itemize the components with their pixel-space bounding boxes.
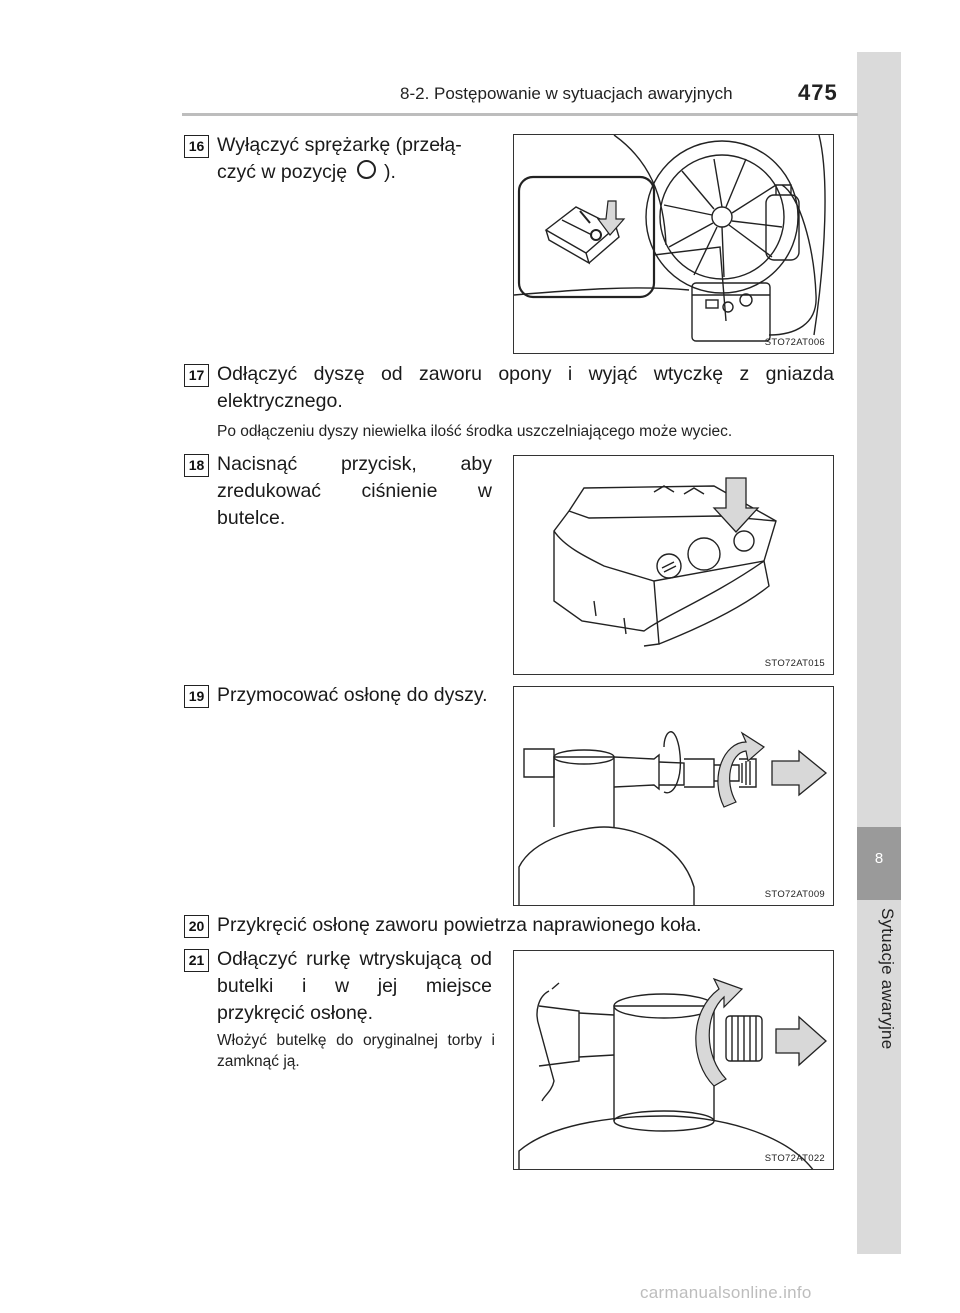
figure-screw-valve-cap xyxy=(513,950,834,1170)
step-16-text-line2: czyć w pozycję ). xyxy=(217,161,396,183)
figure-code: STO72AT006 xyxy=(764,337,825,348)
figure-code: STO72AT009 xyxy=(764,889,825,900)
step-18-badge: 18 xyxy=(184,454,209,477)
step-16-badge: 16 xyxy=(184,135,209,158)
section-title: 8-2. Postępowanie w sytuacjach awaryjnych xyxy=(400,84,733,103)
valve-cap-illustration xyxy=(514,951,834,1170)
figure-code: STO72AT015 xyxy=(764,658,825,669)
page-number: 475 xyxy=(798,80,838,105)
chapter-number: 8 xyxy=(874,850,884,867)
step-18-text: Nacisnąć przycisk, aby zredukować ciśnienie w butelce. xyxy=(217,453,492,529)
step-21-text: Odłączyć rurkę wtryskującą od butelki i w jej miejsce przykręcić osłonę. xyxy=(217,948,492,1024)
step-17-text: Odłączyć dyszę od zaworu opony i wyjąć wtyczkę z gniazda elektrycznego. xyxy=(217,363,834,412)
off-position-circle-icon xyxy=(357,160,376,179)
step-20-text: Przykręcić osłonę zaworu powietrza naprawionego koła. xyxy=(217,914,702,936)
step-17-badge: 17 xyxy=(184,364,209,387)
step-21-badge: 21 xyxy=(184,949,209,972)
chapter-sidebar xyxy=(857,52,901,1254)
figure-code: STO72AT022 xyxy=(764,1153,825,1164)
figure-attach-nozzle-cap xyxy=(513,686,834,906)
watermark: carmanualsonline.info xyxy=(640,1283,812,1302)
figure-bottle-pressure-button xyxy=(513,455,834,675)
header-rule xyxy=(182,113,858,116)
step-17-note: Po odłączeniu dyszy niewielka ilość środka uszczelniającego może wyciec. xyxy=(217,423,733,440)
step-19-badge: 19 xyxy=(184,685,209,708)
compressor-switch-illustration xyxy=(514,135,834,354)
bottle-button-illustration xyxy=(514,456,834,675)
chapter-title: Sytuacje awaryjne xyxy=(878,908,897,1050)
step-20-badge: 20 xyxy=(184,915,209,938)
step-19-text: Przymocować osłonę do dyszy. xyxy=(217,684,488,706)
nozzle-cap-illustration xyxy=(514,687,834,906)
step-21-note: Włożyć butelkę do oryginalnej torby i zamknąć ją. xyxy=(217,1032,495,1070)
figure-compressor-switch-off xyxy=(513,134,834,354)
step-16-text-line1: Wyłączyć sprężarkę (przełą- xyxy=(217,134,462,156)
